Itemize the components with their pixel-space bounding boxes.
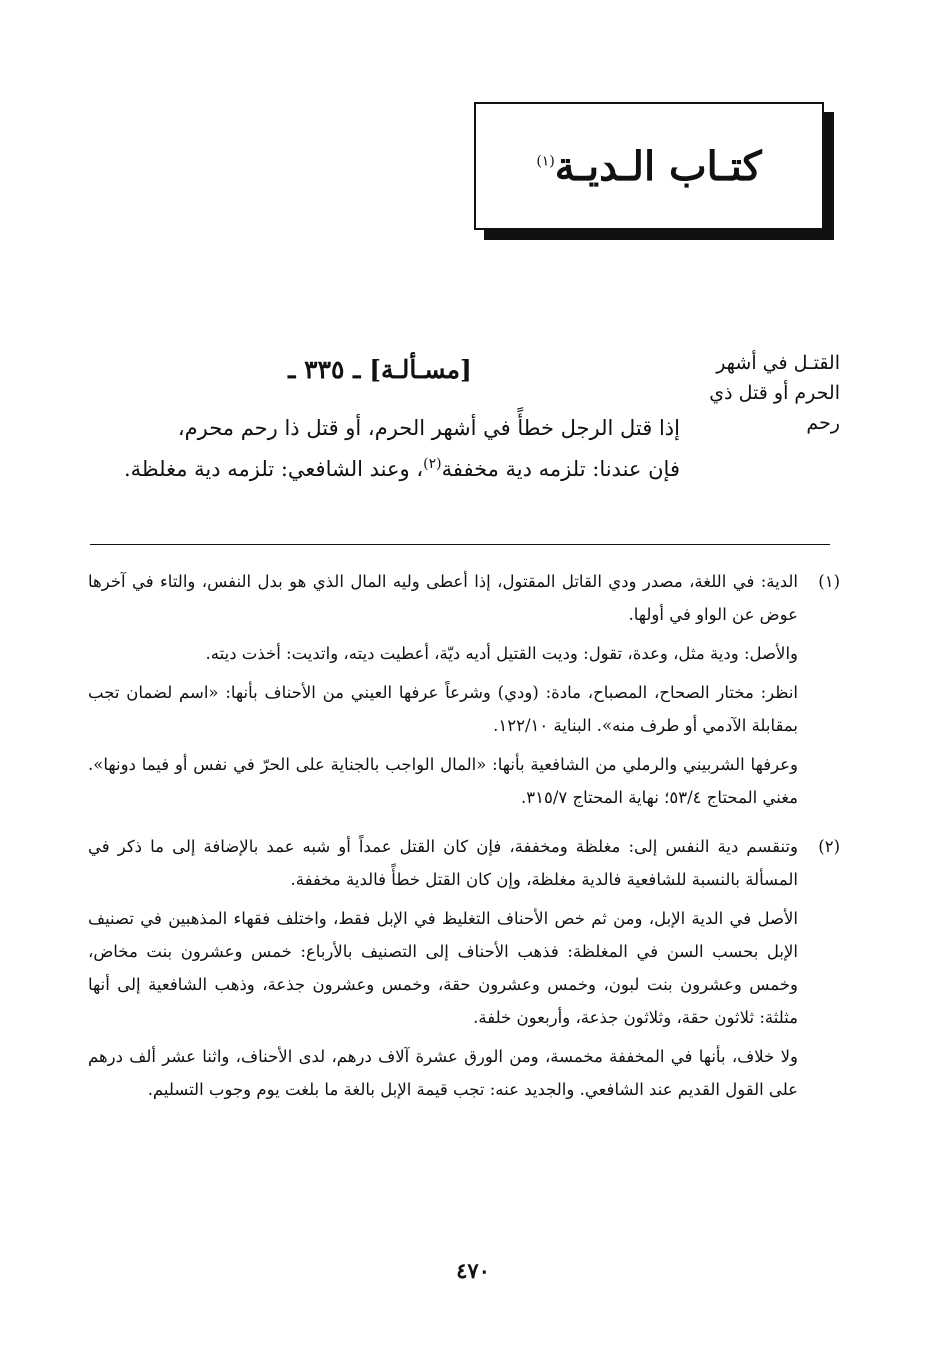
main-text bbox=[80, 410, 680, 487]
book-title-footnote-ref: (١) bbox=[536, 153, 555, 170]
issue-number: ـ ٣٣٥ ـ bbox=[288, 355, 361, 384]
margin-note-line: الحرم أو قتل ذي bbox=[709, 382, 840, 404]
issue-label: [مسـألـة] bbox=[369, 355, 472, 384]
margin-note-line: القتـل في أشهر bbox=[716, 352, 840, 374]
main-text-line bbox=[80, 446, 680, 487]
footnote-body bbox=[88, 830, 798, 1112]
footnote-paragraph: الأصل في الدية الإبل، ومن ثم خص الأحناف التغليظ في الإبل فقط، واختلف فقهاء المذهبين في تصنيف الإبل بحسب السن في المغلظة: فذهب الأحناف إلى التصنيف بالأرباع: خمس وعشرون بنت مخاض، وخمس وعشرون بنت لبون، وخمس وعشرون حقة، وخمس وعشرون جذعة، وذهب الشافعية إلى أنها مثلثة: ثلاثون حقة، وثلاثون جذعة، وأربعون خلفة. bbox=[88, 909, 798, 1027]
book-title-box bbox=[474, 102, 824, 230]
footnote-number: (٢) bbox=[818, 837, 840, 856]
main-text-line: إذا قتل الرجل خطأً في أشهر الحرم، أو قتل ذا رحم محرم، bbox=[177, 416, 680, 440]
page-number: ٤٧٠ bbox=[456, 1258, 490, 1283]
footnote-paragraph: وتنقسم دية النفس إلى: مغلظة ومخففة، فإن كان القتل عمداً أو شبه عمد بالإضافة إلى ما ذكر في المسألة بالنسبة للشافعية فالدية مغلظة، وإن كان القتل خطأً فالدية مخففة. bbox=[88, 837, 798, 889]
footnote-paragraph: ولا خلاف، بأنها في المخففة مخمسة، ومن الورق عشرة آلاف درهم، لدى الأحناف، واثنا عشر ألف درهم على القول القديم عند الشافعي. والجديد عنه: تجب قيمة الإبل بالغة ما بلغت يوم وجوب التسليم. bbox=[88, 1047, 798, 1099]
book-title-text: كتـاب الـديـة bbox=[554, 142, 762, 190]
margin-note bbox=[690, 348, 840, 438]
footnote-separator bbox=[90, 544, 830, 545]
book-title bbox=[536, 143, 761, 190]
footnote-1 bbox=[88, 565, 840, 820]
footnote-paragraph: وعرفها الشربيني والرملي من الشافعية بأنها: «المال الواجب بالجناية على الحرّ في نفس أو فيما دونها». مغني المحتاج ٥٣/٤؛ نهاية المحتاج ٣١٥/٧. bbox=[88, 755, 798, 807]
footnotes bbox=[88, 565, 840, 1122]
footnote-2 bbox=[88, 830, 840, 1112]
footnote-paragraph: الدية: في اللغة، مصدر ودي القاتل المقتول، إذا أعطى وليه المال الذي هو بدل النفس، والتاء في آخرها عوض عن الواو في أولها. bbox=[88, 572, 798, 624]
issue-heading bbox=[250, 355, 510, 384]
main-text-segment: ، وعند الشافعي: تلزمه دية مغلظة. bbox=[123, 457, 424, 481]
footnote-body bbox=[88, 565, 798, 820]
main-text-segment: فإن عندنا: تلزمه دية مخففة bbox=[441, 457, 680, 481]
footnote-paragraph: والأصل: ودية مثل، وعدة، تقول: وديت القتيل أديه ديّة، أعطيت ديته، واتديت: أخذت ديته. bbox=[205, 644, 798, 663]
footnote-paragraph: انظر: مختار الصحاح، المصباح، مادة: (ودي) وشرعاً عرفها العيني من الأحناف بأنها: «اسم لضمان تجب بمقابلة الآدمي أو طرف منه». البناية ١٢٢/١٠. bbox=[88, 683, 798, 735]
footnote-number: (١) bbox=[818, 572, 840, 591]
footnote-ref: (٢) bbox=[423, 456, 442, 472]
margin-note-line: رحم bbox=[806, 412, 840, 434]
